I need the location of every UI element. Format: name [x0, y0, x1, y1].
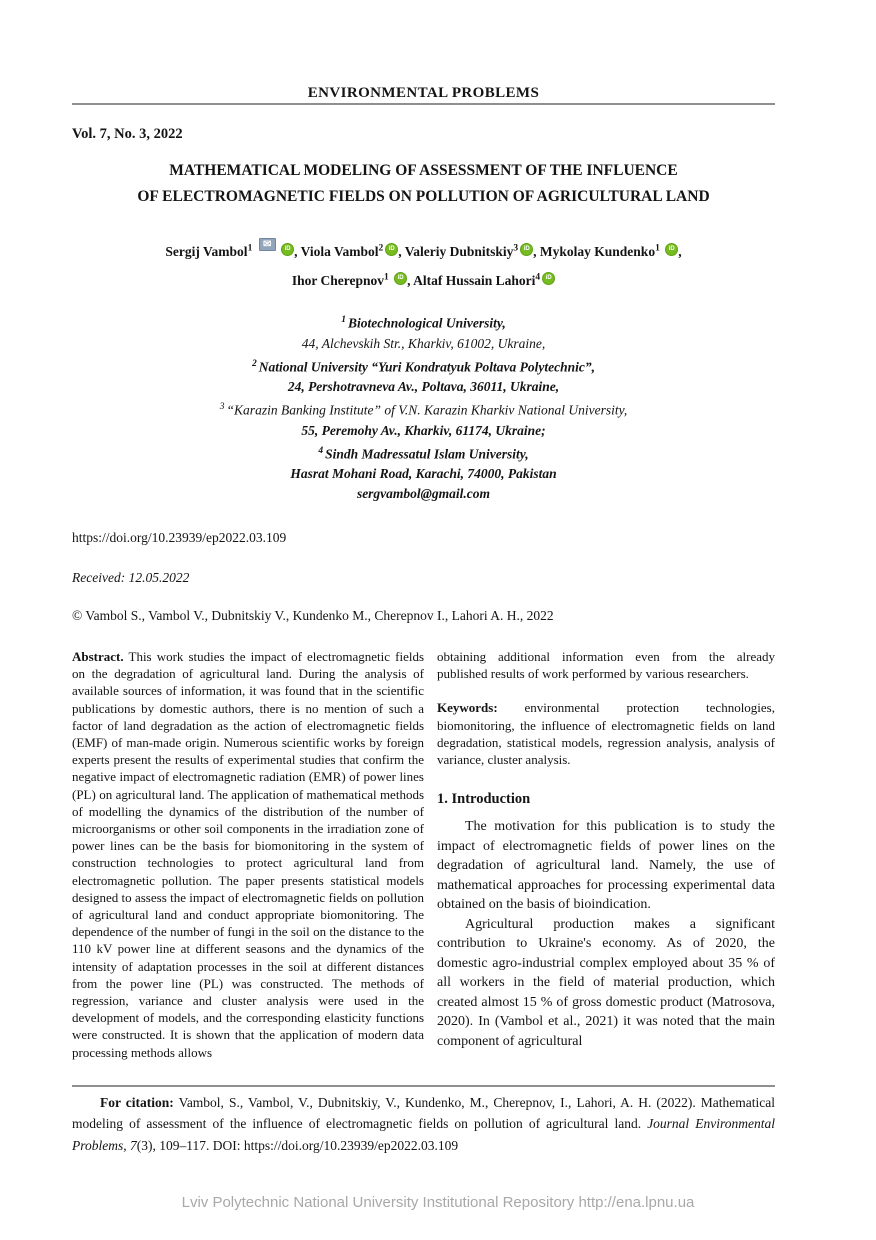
author-separator: ,	[678, 243, 682, 259]
author-affil-sup: 4	[535, 272, 541, 283]
orcid-icon[interactable]: iD	[385, 243, 398, 256]
affiliation-line	[72, 441, 775, 465]
affil-text: 24, Pershotravneva Av., Poltava, 36011, Ukraine,	[287, 379, 560, 394]
email-text[interactable]: sergvambol@gmail.com	[356, 486, 491, 501]
author-name: Altaf Hussain Lahori	[413, 273, 536, 288]
orcid-icon[interactable]: iD	[520, 243, 533, 256]
authors-line2	[72, 265, 775, 295]
journal-header: ENVIRONMENTAL PROBLEMS	[307, 85, 540, 101]
intro-paragraph-2: Agricultural production makes a significant contribution to Ukraine's economy. As of 2020, the domestic agro-industrial complex employed about 35 % of all workers in the field of material production, which created almost 15 % of gross domestic product (Matrosova, 2020). In (Vambol et al., 2021) it was noted that the main component of agricultural	[437, 916, 775, 1049]
author-separator: ,	[533, 243, 537, 259]
page-content	[72, 0, 775, 1156]
author-affil-sup: 3	[513, 243, 519, 253]
author-name: Valeriy Dubnitskiy	[404, 243, 514, 259]
volume-line: Vol. 7, No. 3, 2022	[72, 126, 183, 142]
intro-paragraph-1: The motivation for this publication is to study the impact of electromagnetic fields of power lines on the degradation of agricultural land. Namely, the use of mathematical approaches for processing experimental data obtained on the basis of bioindication.	[437, 819, 775, 913]
affiliation-line	[72, 377, 775, 397]
author-separator: ,	[294, 243, 298, 259]
affiliation-line	[72, 421, 775, 441]
citation-block	[72, 1092, 775, 1157]
affiliations-block	[72, 310, 775, 504]
orcid-icon[interactable]: iD	[542, 272, 555, 285]
abstract-label: Abstract.	[72, 649, 124, 664]
orcid-icon[interactable]: iD	[394, 272, 407, 285]
affiliation-line	[72, 464, 775, 484]
author-name: Ihor Cherepnov	[291, 273, 384, 288]
abstract-continuation: obtaining additional information even from the already published results of work performed by various researchers.	[437, 649, 775, 682]
two-column-body	[72, 648, 775, 1061]
affil-text: Hasrat Mohani Road, Karachi, 74000, Pakistan	[290, 466, 557, 481]
author-affil-sup: 1	[383, 272, 389, 283]
citation-text: Vambol, S., Vambol, V., Dubnitskiy, V., Kundenko, M., Cherepnov, I., Lahori, A. H. (2022). Mathematical modeling of assessment of the influence of electromagnetic fields on pollution of agricultural land.	[72, 1094, 776, 1132]
affil-sup: 4	[318, 445, 324, 456]
affiliation-line	[72, 310, 775, 334]
citation-volume: 7	[130, 1137, 137, 1153]
affiliation-line	[72, 354, 775, 378]
affil-text: National University “Yuri Kondratyuk Poltava Polytechnic”,	[258, 359, 595, 374]
keywords-label: Keywords:	[437, 700, 498, 716]
orcid-icon[interactable]: iD	[665, 243, 678, 256]
corresponding-email[interactable]	[72, 484, 775, 504]
author-affil-sup: 1	[655, 243, 660, 253]
affil-sup: 2	[251, 358, 257, 369]
author-affil-sup: 2	[378, 243, 384, 253]
author-name: Viola Vambol	[300, 243, 379, 259]
email-icon[interactable]: ✉	[259, 238, 276, 251]
left-column	[72, 648, 424, 1061]
author	[301, 244, 402, 259]
keywords-text: environmental protection technologies, biomonitoring, the influence of electromagnetic fields on land degradation, statistical models, regression analysis, analysis of variance, cluster analysis.	[437, 700, 775, 768]
header-rule	[72, 103, 775, 105]
author	[292, 273, 411, 288]
affil-text: Sindh Madressatul Islam University,	[325, 446, 529, 461]
author-separator: ,	[407, 273, 411, 288]
author-name: Mykolay Kundenko	[539, 243, 656, 259]
received-date: Received: 12.05.2022	[72, 570, 190, 585]
authors-line1	[72, 235, 775, 265]
citation-label: For citation:	[100, 1094, 174, 1110]
citation-comma: ,	[123, 1137, 130, 1153]
citation-journal: Journal Environmental Problems	[72, 1116, 776, 1153]
affil-text: Biotechnological University,	[348, 315, 506, 331]
author	[405, 244, 537, 259]
paper-title-line1: MATHEMATICAL MODELING OF ASSESSMENT OF THE INFLUENCE	[169, 162, 678, 179]
affil-text: 44, Alchevskih Str., Kharkiv, 61002, Ukraine,	[301, 335, 546, 351]
doi-link[interactable]: https://doi.org/10.23939/ep2022.03.109	[72, 530, 287, 545]
author-affil-sup: 1	[247, 243, 253, 253]
affiliation-line	[72, 397, 775, 421]
author	[413, 273, 555, 288]
paper-title-line2: OF ELECTROMAGNETIC FIELDS ON POLLUTION OF AGRICULTURAL LAND	[137, 188, 710, 205]
abstract-paragraph	[72, 648, 424, 1061]
author	[540, 244, 682, 259]
affil-sup: 1	[341, 315, 346, 325]
affil-text: “Karazin Banking Institute” of V.N. Karazin Kharkiv National University,	[226, 402, 628, 418]
citation-rule	[72, 1085, 775, 1087]
copyright-line: © Vambol S., Vambol V., Dubnitskiy V., Kundenko M., Cherepnov I., Lahori A. H., 2022	[72, 608, 554, 623]
author	[165, 238, 298, 259]
affiliation-line	[72, 334, 775, 354]
keywords-paragraph	[437, 699, 775, 768]
abstract-text: This work studies the impact of electromagnetic fields on the degradation of agricultural land. During the analysis of available sources of information, it was found that in the scientific publications by domestic authors, there is no mention of such a factor of land degradation as the action of electromagnetic fields (EMF) of man-made origin. Numerous scientific works by foreign experts present the results of experimental studies that confirm the negative impact of electromagnetic radiation (EMR) of power lines (PL) on agricultural land. The application of mathematical methods of modelling the dynamics of the distribution of the number of microorganisms or other soil components in the irradiation zone of power lines can be the basis for biomonitoring in the system of construction technologies to protect agricultural land from electromagnetic pollution. The paper presents statistical models designed to assess the impact of electromagnetic fields on pollution of agricultural land and conduct appropriate biomonitoring. The dependence of the number of fungi in the soil on the distance to the 110 kV power line at different seasons and the dynamics of the intensity of adaptation processes in the soil at different distances from the power line (PL) was constructed. The methods of regression, variance and cluster analysis were used in the development of models, and the corresponding elasticity functions were constructed. It is shown that the application of modern data processing methods allows	[72, 649, 425, 1060]
citation-pages-doi: (3), 109–117. DOI: https://doi.org/10.23939/ep2022.03.109	[136, 1137, 459, 1153]
right-column	[437, 648, 775, 1061]
author-name: Sergij Vambol	[165, 243, 248, 259]
section-heading-introduction: 1. Introduction	[437, 791, 531, 808]
author-separator: ,	[398, 243, 402, 259]
repository-footer: Lviv Polytechnic National University Institutional Repository http://ena.lpnu.ua	[181, 1194, 695, 1212]
affil-sup: 3	[219, 402, 225, 412]
affil-text: 55, Peremohy Av., Kharkiv, 61174, Ukraine;	[301, 422, 546, 438]
paper-title	[72, 158, 775, 210]
authors-block	[72, 235, 775, 294]
orcid-icon[interactable]: iD	[281, 243, 294, 256]
